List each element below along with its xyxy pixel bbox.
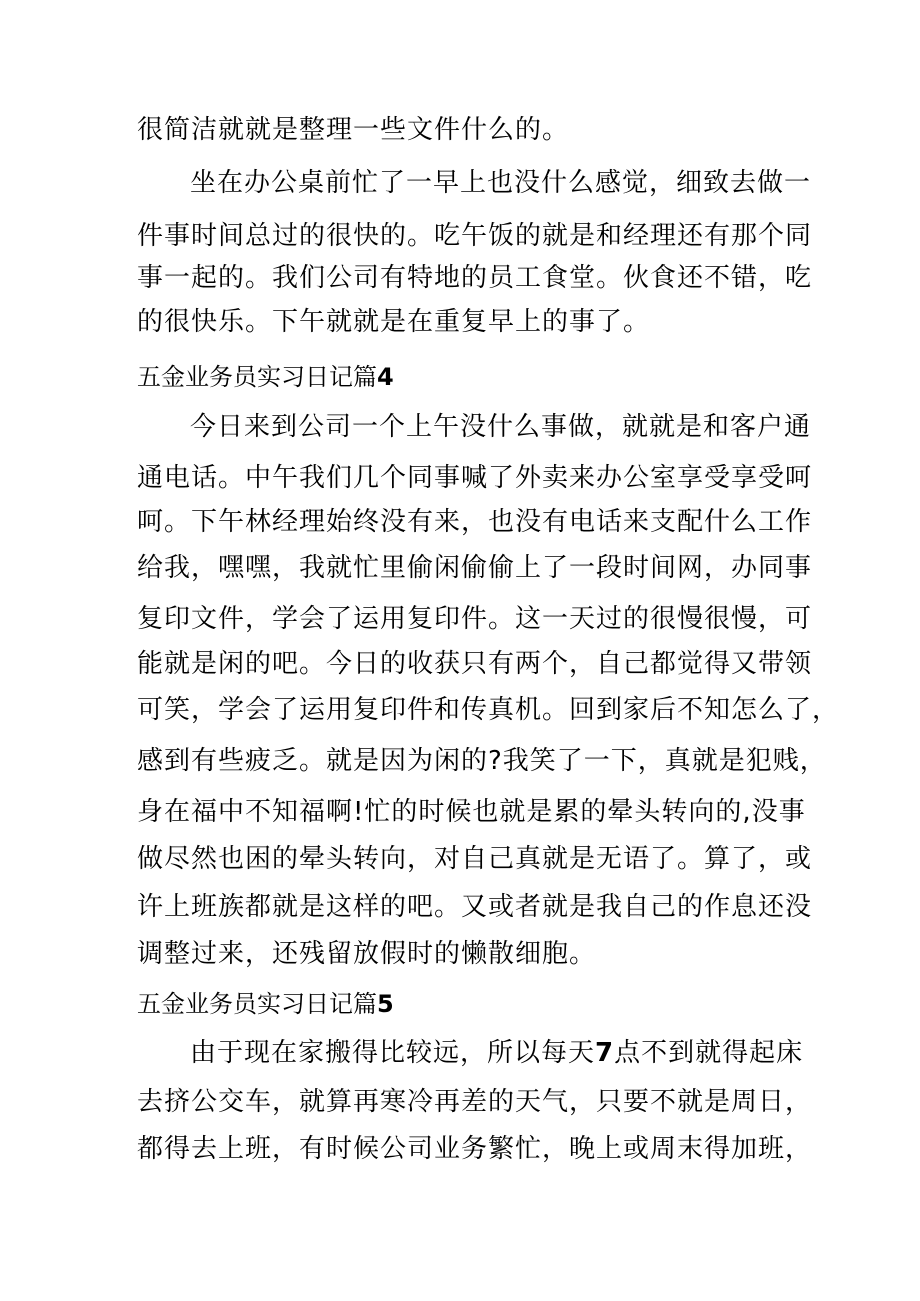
text-line: 通电话。中午我们几个同事喊了外卖来办公室享受享受呵 [137,463,813,493]
text-line: 很简洁就就是整理一些文件什么的。 [137,115,570,145]
section-heading-4 [137,361,394,393]
text-line: 去挤公交车，就算再寒冷再差的天气，只要不就是周日， [137,1087,813,1117]
text-line: 事一起的。我们公司有特地的员工食堂。伙食还不错，吃 [137,263,813,293]
text-line: 调整过来，还残留放假时的懒散细胞。 [137,939,597,969]
text-line: 复印文件，学会了运用复印件。这一天过的很慢很慢，可 [137,604,813,634]
paragraph-first-line: 今日来到公司一个上午没什么事做，就就是和客户通 [190,412,812,442]
heading-text: 五金业务员实习日记篇 [137,990,377,1018]
heading-text: 五金业务员实习日记篇 [137,363,377,391]
paragraph-first-line: 坐在办公桌前忙了一早上也没什么感觉，细致去做一 [190,168,812,198]
section-heading-5 [137,988,394,1020]
text-line: 许上班族都就是这样的吧。又或者就是我自己的作息还没 [137,892,813,922]
text-line: 身在福中不知福啊!忙的时候也就是累的晕头转向的,没事 [137,797,806,827]
text-run: 由于现在家搬得比较远，所以每天 [190,1038,596,1068]
text-line: 能就是闲的吧。今日的收获只有两个，自己都觉得又带领 [137,649,813,679]
text-line: 呵。下午林经理始终没有来，也没有电话来支配什么工作 [137,507,813,537]
paragraph-first-line [190,1037,803,1069]
heading-number: 5 [377,990,394,1018]
number-run: 7 [595,1038,615,1068]
text-line: 感到有些疲乏。就是因为闲的?我笑了一下，真就是犯贱， [137,746,827,776]
text-line: 都得去上班，有时候公司业务繁忙，晚上或周末得加班， [137,1134,813,1164]
text-line: 给我，嘿嘿，我就忙里偷闲偷偷上了一段时间网，办同事 [137,553,813,583]
text-run: 点不到就得起床 [614,1038,804,1068]
text-line: 的很快乐。下午就就是在重复早上的事了。 [137,307,651,337]
text-line: 件事时间总过的很快的。吃午饭的就是和经理还有那个同 [137,221,813,251]
text-line: 做尽然也困的晕头转向，对自己真就是无语了。算了，或 [137,844,813,874]
heading-number: 4 [377,363,394,391]
text-line: 可笑，学会了运用复印件和传真机。回到家后不知怎么了， [137,695,840,725]
